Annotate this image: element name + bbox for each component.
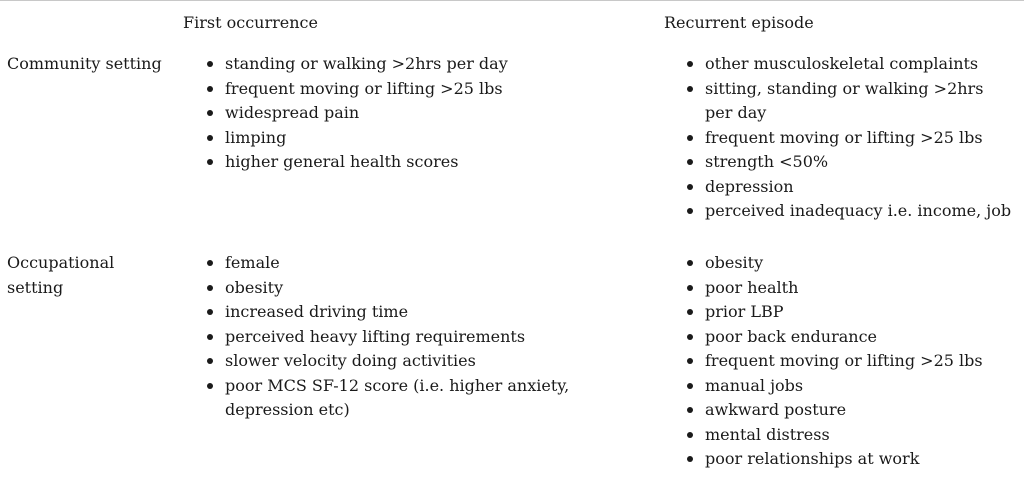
list-item: poor health: [684, 276, 1014, 301]
list-item: increased driving time: [204, 300, 644, 325]
list-item: sitting, standing or walking >2hrs per day: [684, 77, 1014, 126]
list-item: poor relationships at work: [684, 447, 1014, 472]
list-item: depression: [684, 175, 1014, 200]
list-item: higher general health scores: [204, 150, 644, 175]
list-item: poor MCS SF-12 score (i.e. higher anxiety, depression etc): [204, 374, 644, 423]
list-item: limping: [204, 126, 644, 151]
list-item: perceived inadequacy i.e. income, job: [684, 199, 1014, 224]
list-item: frequent moving or lifting >25 lbs: [684, 126, 1014, 151]
community-recurrent-episode-list: [684, 52, 1014, 224]
row-label-community-setting: Community setting: [7, 54, 162, 73]
list-item: manual jobs: [684, 374, 1014, 399]
list-item: frequent moving or lifting >25 lbs: [204, 77, 644, 102]
community-first-occurrence-list: [204, 52, 644, 175]
header-first-occurrence: First occurrence: [183, 13, 318, 32]
top-border: [0, 0, 1024, 1]
list-item: female: [204, 251, 644, 276]
list-item: strength <50%: [684, 150, 1014, 175]
list-item: perceived heavy lifting requirements: [204, 325, 644, 350]
list-item: prior LBP: [684, 300, 1014, 325]
list-item: standing or walking >2hrs per day: [204, 52, 644, 77]
occupational-first-occurrence-list: [204, 251, 644, 423]
occupational-recurrent-episode-list: [684, 251, 1014, 472]
list-item: obesity: [684, 251, 1014, 276]
header-recurrent-episode: Recurrent episode: [664, 13, 814, 32]
list-item: widespread pain: [204, 101, 644, 126]
list-item: slower velocity doing activities: [204, 349, 644, 374]
row-label-occupational-setting: Occupational setting: [7, 253, 115, 297]
list-item: mental distress: [684, 423, 1014, 448]
list-item: obesity: [204, 276, 644, 301]
list-item: awkward posture: [684, 398, 1014, 423]
list-item: frequent moving or lifting >25 lbs: [684, 349, 1014, 374]
list-item: poor back endurance: [684, 325, 1014, 350]
list-item: other musculoskeletal complaints: [684, 52, 1014, 77]
